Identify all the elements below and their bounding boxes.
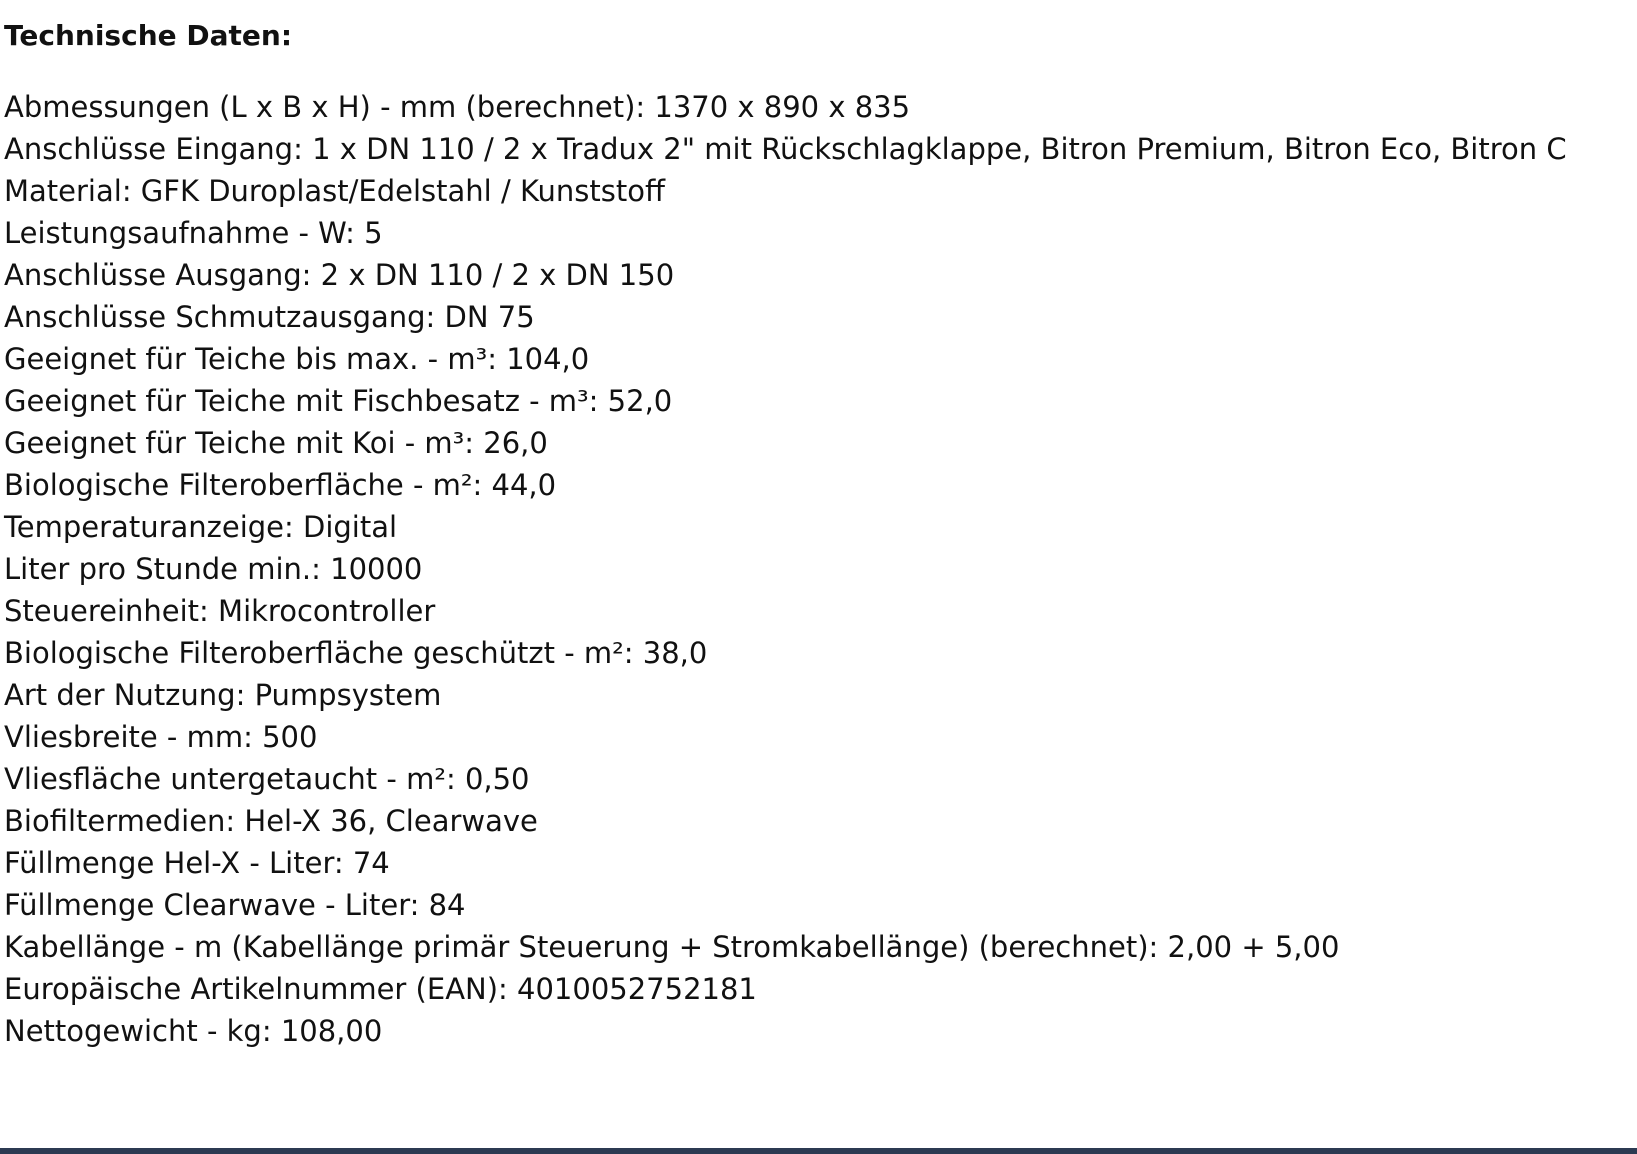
spec-line: Anschlüsse Ausgang: 2 x DN 110 / 2 x DN 150	[4, 258, 675, 292]
spec-line: Nettogewicht - kg: 108,00	[4, 1014, 383, 1048]
spec-line: Füllmenge Hel-X - Liter: 74	[4, 846, 390, 880]
spec-line: Material: GFK Duroplast/Edelstahl / Kunststoff	[4, 174, 665, 208]
spec-line: Temperaturanzeige: Digital	[4, 510, 398, 544]
spec-list	[4, 86, 1629, 1052]
spec-line: Biologische Filteroberfläche - m²: 44,0	[4, 468, 557, 502]
spec-line: Vliesbreite - mm: 500	[4, 720, 318, 754]
spec-line: Biologische Filteroberfläche geschützt - m²: 38,0	[4, 636, 708, 670]
spec-line: Art der Nutzung: Pumpsystem	[4, 678, 442, 712]
spec-line: Steuereinheit: Mikrocontroller	[4, 594, 436, 628]
spec-line: Geeignet für Teiche bis max. - m³: 104,0	[4, 342, 590, 376]
spec-line: Kabellänge - m (Kabellänge primär Steuerung + Stromkabellänge) (berechnet): 2,00 + 5,00	[4, 930, 1340, 964]
spec-line: Liter pro Stunde min.: 10000	[4, 552, 423, 586]
spec-line: Vliesfläche untergetaucht - m²: 0,50	[4, 762, 530, 796]
spec-line: Europäische Artikelnummer (EAN): 4010052752181	[4, 972, 757, 1006]
spec-line: Abmessungen (L x B x H) - mm (berechnet): 1370 x 890 x 835	[4, 90, 911, 124]
spec-line: Füllmenge Clearwave - Liter: 84	[4, 888, 466, 922]
spec-line: Biofiltermedien: Hel-X 36, Clearwave	[4, 804, 538, 838]
section-heading: Technische Daten:	[4, 19, 293, 52]
spec-line: Geeignet für Teiche mit Koi - m³: 26,0	[4, 426, 548, 460]
spec-line: Leistungsaufnahme - W: 5	[4, 216, 383, 250]
spec-line: Anschlüsse Eingang: 1 x DN 110 / 2 x Tradux 2" mit Rückschlagklappe, Bitron Premium, Bitron Eco, Bitron C	[4, 132, 1567, 166]
section-divider	[0, 1148, 1637, 1154]
technical-data-section	[4, 14, 1629, 1052]
spec-line: Geeignet für Teiche mit Fischbesatz - m³: 52,0	[4, 384, 673, 418]
spec-line: Anschlüsse Schmutzausgang: DN 75	[4, 300, 535, 334]
